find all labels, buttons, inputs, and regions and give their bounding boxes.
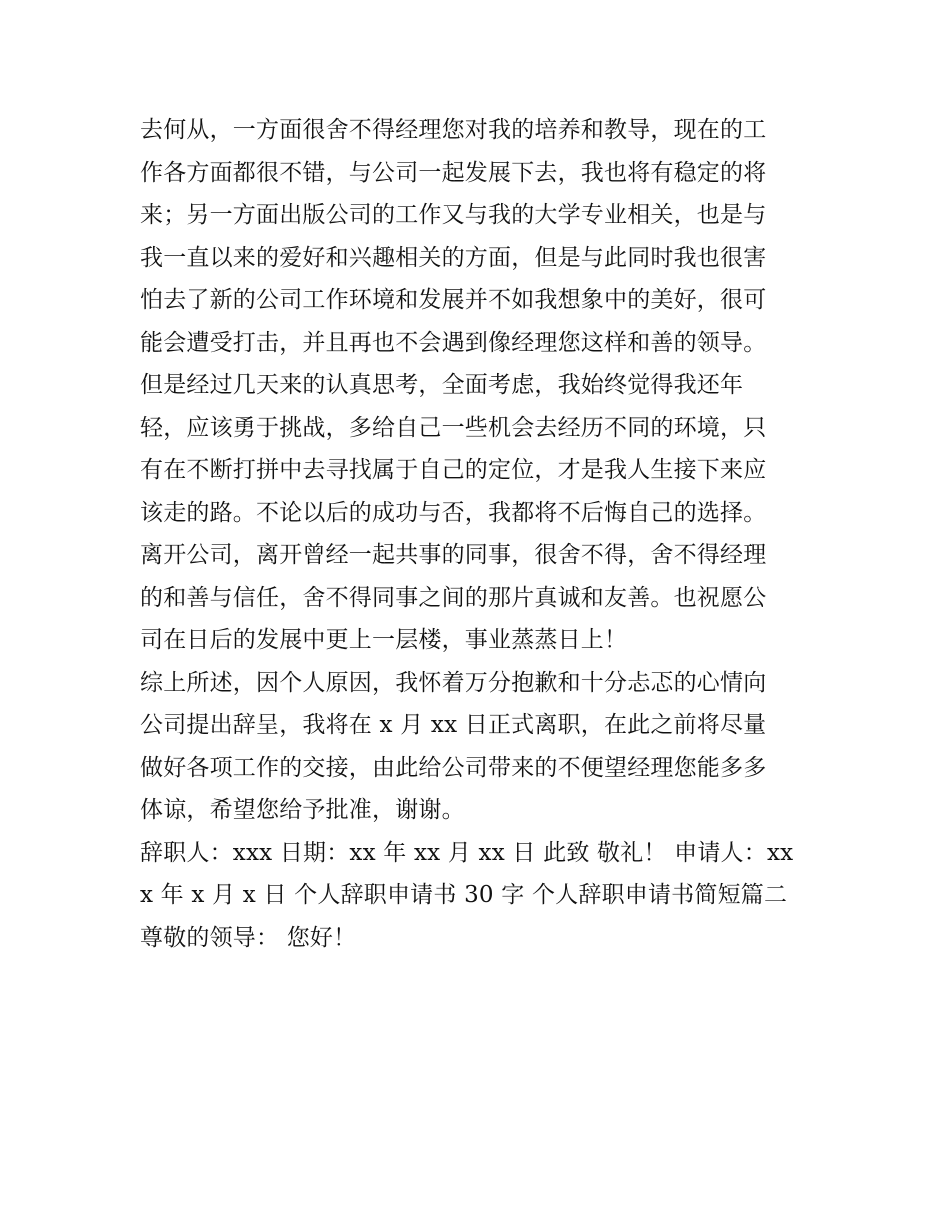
text-line: 作各方面都很不错，与公司一起发展下去，我也将有稳定的将 — [140, 159, 767, 186]
text-line: 的和善与信任，舍不得同事之间的那片真诚和友善。也祝愿公 — [140, 584, 767, 611]
text-line: 轻，应该勇于挑战，多给自己一些机会去经历不同的环境，只 — [140, 414, 767, 441]
text-line: 离开公司，离开曾经一起共事的同事，很舍不得，舍不得经理 — [140, 542, 767, 568]
document-body — [140, 109, 820, 959]
text-line: 该走的路。不论以后的成功与否，我都将不后悔自己的选择。 — [140, 499, 767, 526]
text-line: 怕去了新的公司工作环境和发展并不如我想象中的美好，很可 — [140, 287, 767, 313]
text-line: 辞职人：xxx 日期：xx 年 xx 月 xx 日 此致 敬礼！ 申请人：xx — [140, 839, 794, 866]
text-line: 能会遭受打击，并且再也不会遇到像经理您这样和善的领导。 — [140, 329, 767, 356]
text-line: 做好各项工作的交接，由此给公司带来的不便望经理您能多多 — [140, 754, 767, 781]
text-line: 去何从，一方面很舍不得经理您对我的培养和教导，现在的工 — [140, 117, 767, 143]
text-line: 综上所述，因个人原因，我怀着万分抱歉和十分忐忑的心情向 — [140, 669, 767, 696]
text-line: 体谅，希望您给予批准，谢谢。 — [140, 797, 465, 823]
text-line: 有在不断打拼中去寻找属于自己的定位，才是我人生接下来应 — [140, 457, 767, 483]
text-line: 我一直以来的爱好和兴趣相关的方面，但是与此同时我也很害 — [140, 244, 767, 271]
text-line: 司在日后的发展中更上一层楼，事业蒸蒸日上！ — [140, 627, 628, 653]
text-line: 尊敬的领导： 您好！ — [140, 924, 357, 951]
text-line: 公司提出辞呈，我将在 x 月 xx 日正式离职，在此之前将尽量 — [140, 712, 767, 738]
text-line: 来；另一方面出版公司的工作又与我的大学专业相关，也是与 — [140, 202, 767, 228]
text-line: 但是经过几天来的认真思考，全面考虑，我始终觉得我还年 — [140, 372, 744, 398]
text-line: x 年 x 月 x 日 个人辞职申请书 30 字 个人辞职申请书简短篇二 — [140, 882, 788, 908]
